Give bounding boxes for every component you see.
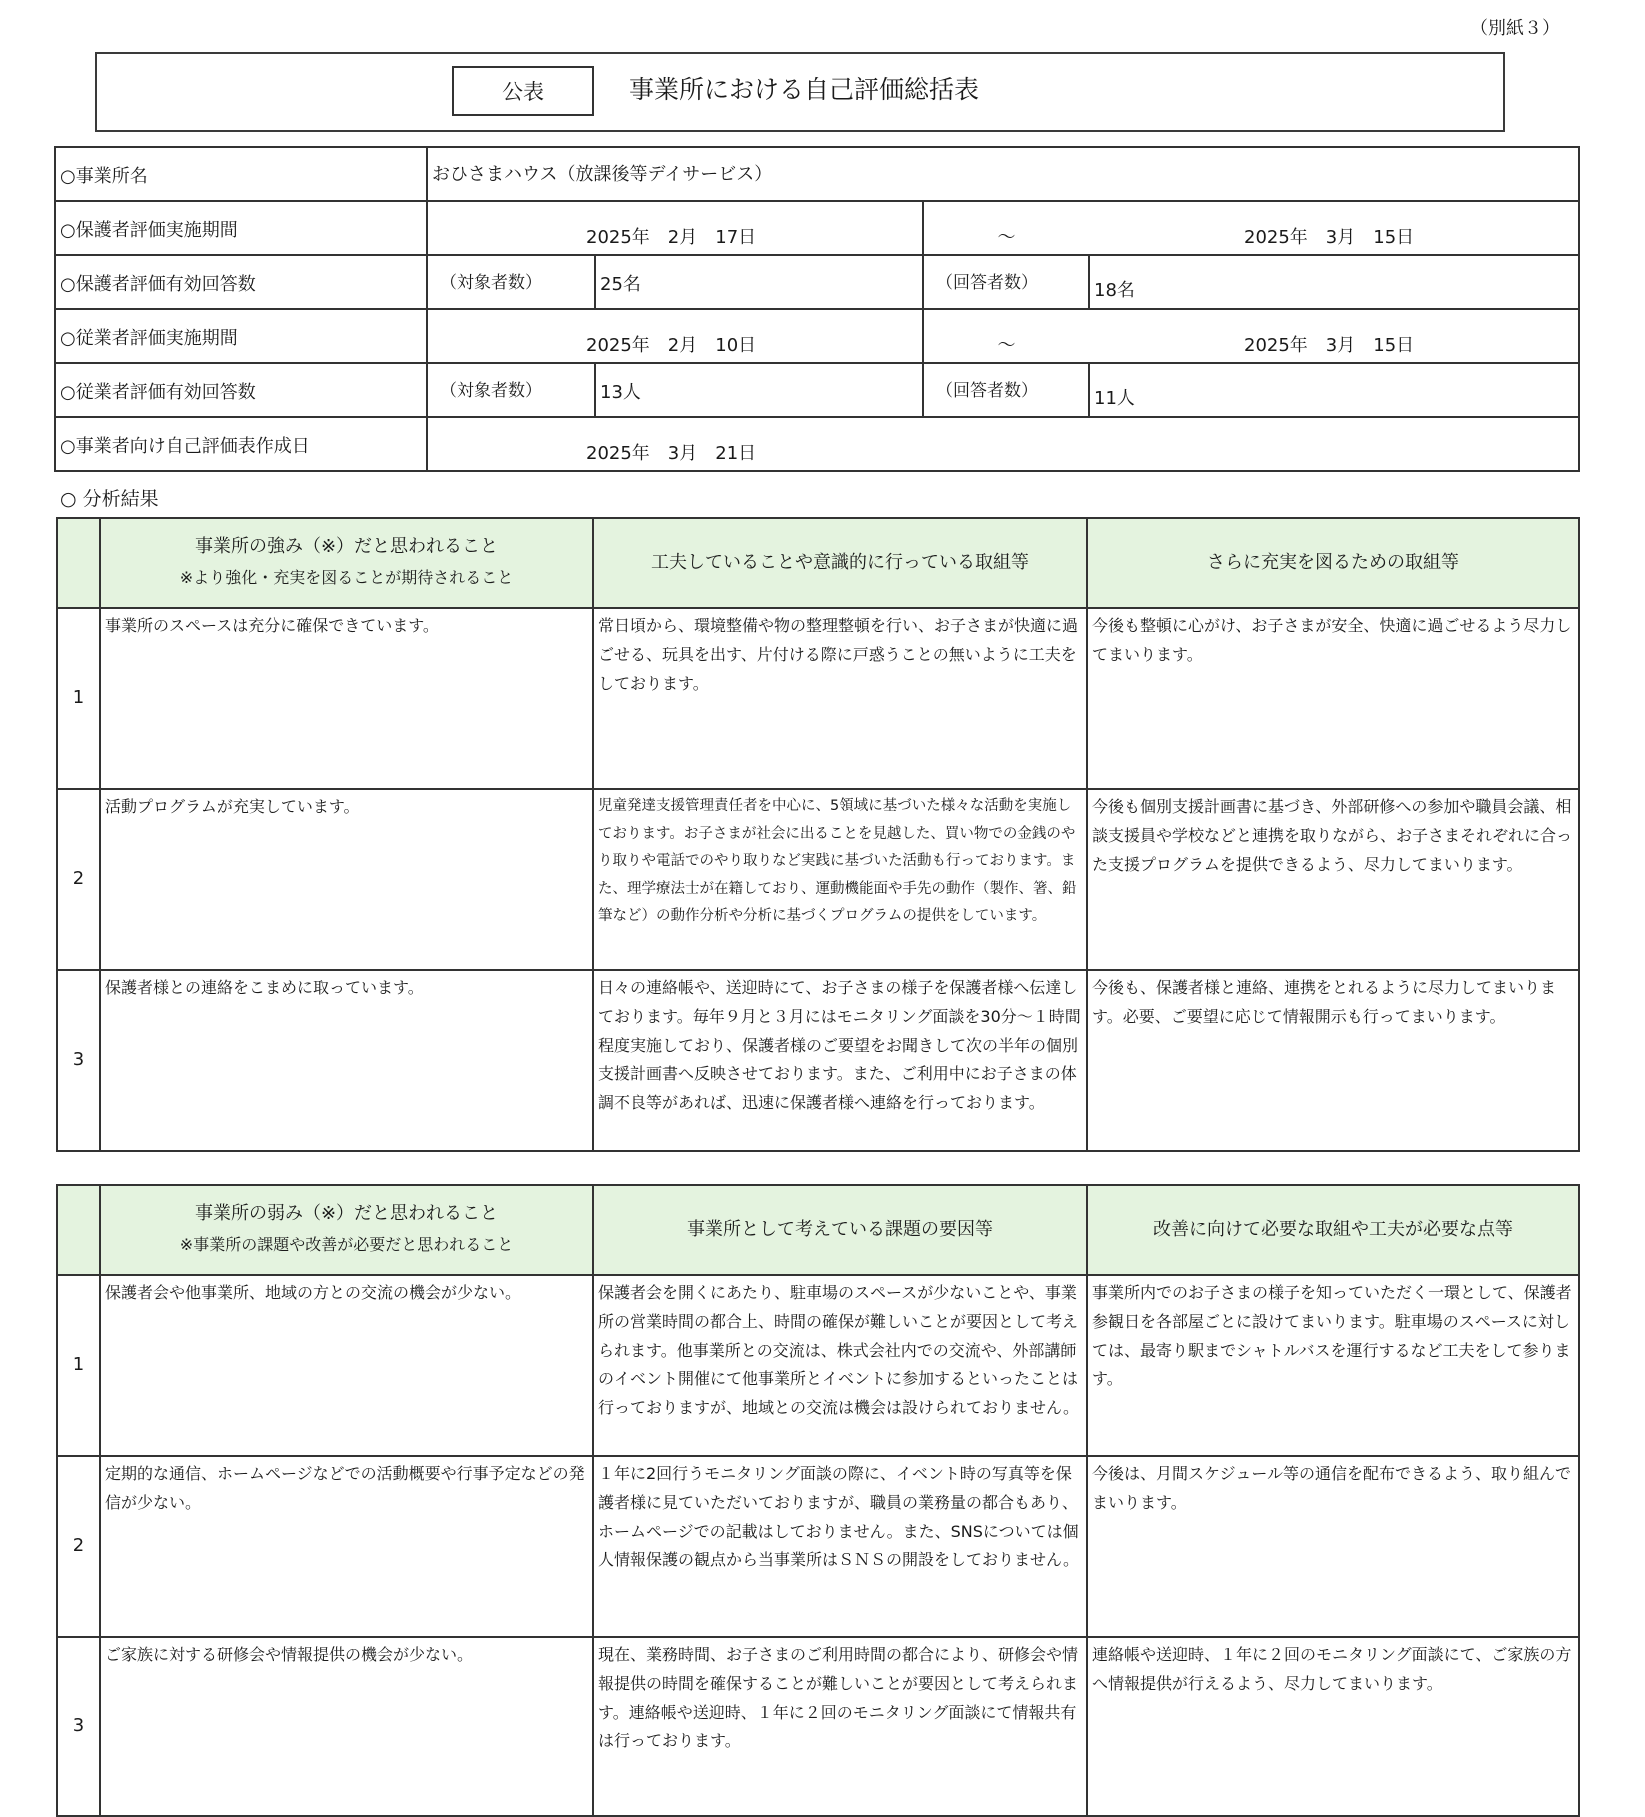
weaknesses-table: [56, 1184, 1580, 1817]
strengths-header-3: さらに充実を図るための取組等: [1087, 518, 1579, 608]
strengths-table: [56, 517, 1580, 1152]
parent-period-label: ○保護者評価実施期間: [55, 201, 427, 255]
public-label: 公表: [452, 66, 594, 116]
table-row: [57, 1275, 1579, 1456]
staff-target-value: 13人: [595, 363, 923, 417]
table-row: [57, 1637, 1579, 1816]
tilde: ～: [923, 309, 1089, 363]
parent-resp-value: 18名: [1089, 255, 1579, 309]
tilde: ～: [923, 201, 1089, 255]
info-row-staff-period: [55, 309, 1579, 363]
staff-resp-label: （回答者数）: [923, 363, 1089, 417]
attachment-label: （別紙３）: [1470, 18, 1560, 39]
created-date: 2025年 3月 21日: [427, 417, 1579, 471]
strength-cell: 活動プログラムが充実しています。: [100, 789, 593, 970]
improvement-cell: 今後は、月間スケジュール等の通信を配布できるよう、取り組んでまいります。: [1087, 1456, 1579, 1637]
table-row: [57, 608, 1579, 789]
info-row-parent-period: [55, 201, 1579, 255]
improvement-cell: 連絡帳や送迎時、１年に２回のモニタリング面談にて、ご家族の方へ情報提供が行えるよう、尽力してまいります。: [1087, 1637, 1579, 1816]
weaknesses-header-3: 改善に向けて必要な取組や工夫が必要な点等: [1087, 1185, 1579, 1275]
staff-target-label: （対象者数）: [427, 363, 595, 417]
table-row: [57, 1456, 1579, 1637]
row-number: 3: [57, 970, 100, 1151]
cause-cell: 保護者会を開くにあたり、駐車場のスペースが少ないことや、事業所の営業時間の都合上、時間の確保が難しいことが要因として考えられます。他事業所との交流は、株式会社内での交流や、外部講師のイベント開催にて他事業所とイベントに参加するといったことは行っておりますが、地域との交流は機会は設けられておりません。: [593, 1275, 1087, 1456]
strengths-header-2: 工夫していることや意識的に行っている取組等: [593, 518, 1087, 608]
strengths-header-1-sub: ※より強化・充実を図ることが期待されること: [179, 568, 514, 587]
staff-period-label: ○従業者評価実施期間: [55, 309, 427, 363]
info-row-facility: [55, 147, 1579, 201]
table-row: [57, 789, 1579, 970]
info-table: [54, 146, 1580, 472]
title-box: [95, 52, 1505, 132]
strengths-header: [57, 518, 1579, 608]
cause-cell: １年に2回行うモニタリング面談の際に、イベント時の写真等を保護者様に見ていただいておりますが、職員の業務量の都合もあり、ホームページでの記載はしておりません。また、SNSについては個人情報保護の観点から当事業所はＳＮＳの開設をしておりません。: [593, 1456, 1087, 1637]
weaknesses-header-1-sub: ※事業所の課題や改善が必要だと思われること: [179, 1235, 514, 1254]
row-number: 2: [57, 789, 100, 970]
effort-cell: 児童発達支援管理責任者を中心に、5領域に基づいた様々な活動を実施しております。お子さまが社会に出ることを見越した、買い物での金銭のやり取りや電話でのやり取りなど実践に基づいた活動も行っております。また、理学療法士が在籍しており、運動機能面や手先の動作（製作、箸、鉛筆など）の動作分析や分析に基づくプログラムの提供をしています。: [593, 789, 1087, 970]
row-number: 3: [57, 1637, 100, 1816]
strength-cell: 事業所のスペースは充分に確保できています。: [100, 608, 593, 789]
row-number: 1: [57, 1275, 100, 1456]
facility-label: ○事業所名: [55, 147, 427, 201]
parent-period-end: 2025年 3月 15日: [1089, 201, 1579, 255]
enhancement-cell: 今後も整頓に心がけ、お子さまが安全、快適に過ごせるよう尽力してまいります。: [1087, 608, 1579, 789]
parent-count-label: ○保護者評価有効回答数: [55, 255, 427, 309]
strengths-header-1-title: 事業所の強み（※）だと思われること: [194, 536, 499, 558]
weaknesses-header: [57, 1185, 1579, 1275]
enhancement-cell: 今後も、保護者様と連絡、連携をとれるように尽力してまいります。必要、ご要望に応じて情報開示も行ってまいります。: [1087, 970, 1579, 1151]
weakness-cell: 保護者会や他事業所、地域の方との交流の機会が少ない。: [100, 1275, 593, 1456]
staff-resp-value: 11人: [1089, 363, 1579, 417]
strength-cell: 保護者様との連絡をこまめに取っています。: [100, 970, 593, 1151]
info-row-parent-count: [55, 255, 1579, 309]
improvement-cell: 事業所内でのお子さまの様子を知っていただく一環として、保護者参観日を各部屋ごとに設けてまいります。駐車場のスペースに対しては、最寄り駅までシャトルバスを運行するなど工夫をして参ります。: [1087, 1275, 1579, 1456]
parent-period-start: 2025年 2月 17日: [427, 201, 923, 255]
facility-name: おひさまハウス（放課後等デイサービス）: [427, 147, 1579, 201]
weaknesses-header-1: [100, 1185, 593, 1275]
weakness-cell: ご家族に対する研修会や情報提供の機会が少ない。: [100, 1637, 593, 1816]
enhancement-cell: 今後も個別支援計画書に基づき、外部研修への参加や職員会議、相談支援員や学校などと連携を取りながら、お子さまそれぞれに合った支援プログラムを提供できるよう、尽力してまいります。: [1087, 789, 1579, 970]
analysis-label: ○ 分析結果: [60, 488, 159, 510]
parent-target-label: （対象者数）: [427, 255, 595, 309]
row-number: 2: [57, 1456, 100, 1637]
effort-cell: 常日頃から、環境整備や物の整理整頓を行い、お子さまが快適に過ごせる、玩具を出す、片付ける際に戸惑うことの無いように工夫をしております。: [593, 608, 1087, 789]
info-row-created: [55, 417, 1579, 471]
weakness-cell: 定期的な通信、ホームページなどでの活動概要や行事予定などの発信が少ない。: [100, 1456, 593, 1637]
weaknesses-header-1-title: 事業所の弱み（※）だと思われること: [194, 1203, 499, 1225]
parent-target-value: 25名: [595, 255, 923, 309]
parent-resp-label: （回答者数）: [923, 255, 1089, 309]
row-number: 1: [57, 608, 100, 789]
created-label: ○事業者向け自己評価表作成日: [55, 417, 427, 471]
cause-cell: 現在、業務時間、お子さまのご利用時間の都合により、研修会や情報提供の時間を確保することが難しいことが要因として考えられます。連絡帳や送迎時、１年に２回のモニタリング面談にて情報共有は行っております。: [593, 1637, 1087, 1816]
header-blank: [57, 518, 100, 608]
weaknesses-header-2: 事業所として考えている課題の要因等: [593, 1185, 1087, 1275]
info-row-staff-count: [55, 363, 1579, 417]
effort-cell: 日々の連絡帳や、送迎時にて、お子さまの様子を保護者様へ伝達しております。毎年９月と３月にはモニタリング面談を30分～１時間程度実施しており、保護者様のご要望をお聞きして次の半年の個別支援計画書へ反映させております。また、ご利用中にお子さまの体調不良等があれば、迅速に保護者様へ連絡を行っております。: [593, 970, 1087, 1151]
staff-period-end: 2025年 3月 15日: [1089, 309, 1579, 363]
page-title: 事業所における自己評価総括表: [629, 75, 980, 104]
table-row: [57, 970, 1579, 1151]
staff-count-label: ○従業者評価有効回答数: [55, 363, 427, 417]
staff-period-start: 2025年 2月 10日: [427, 309, 923, 363]
strengths-header-1: [100, 518, 593, 608]
header-blank: [57, 1185, 100, 1275]
